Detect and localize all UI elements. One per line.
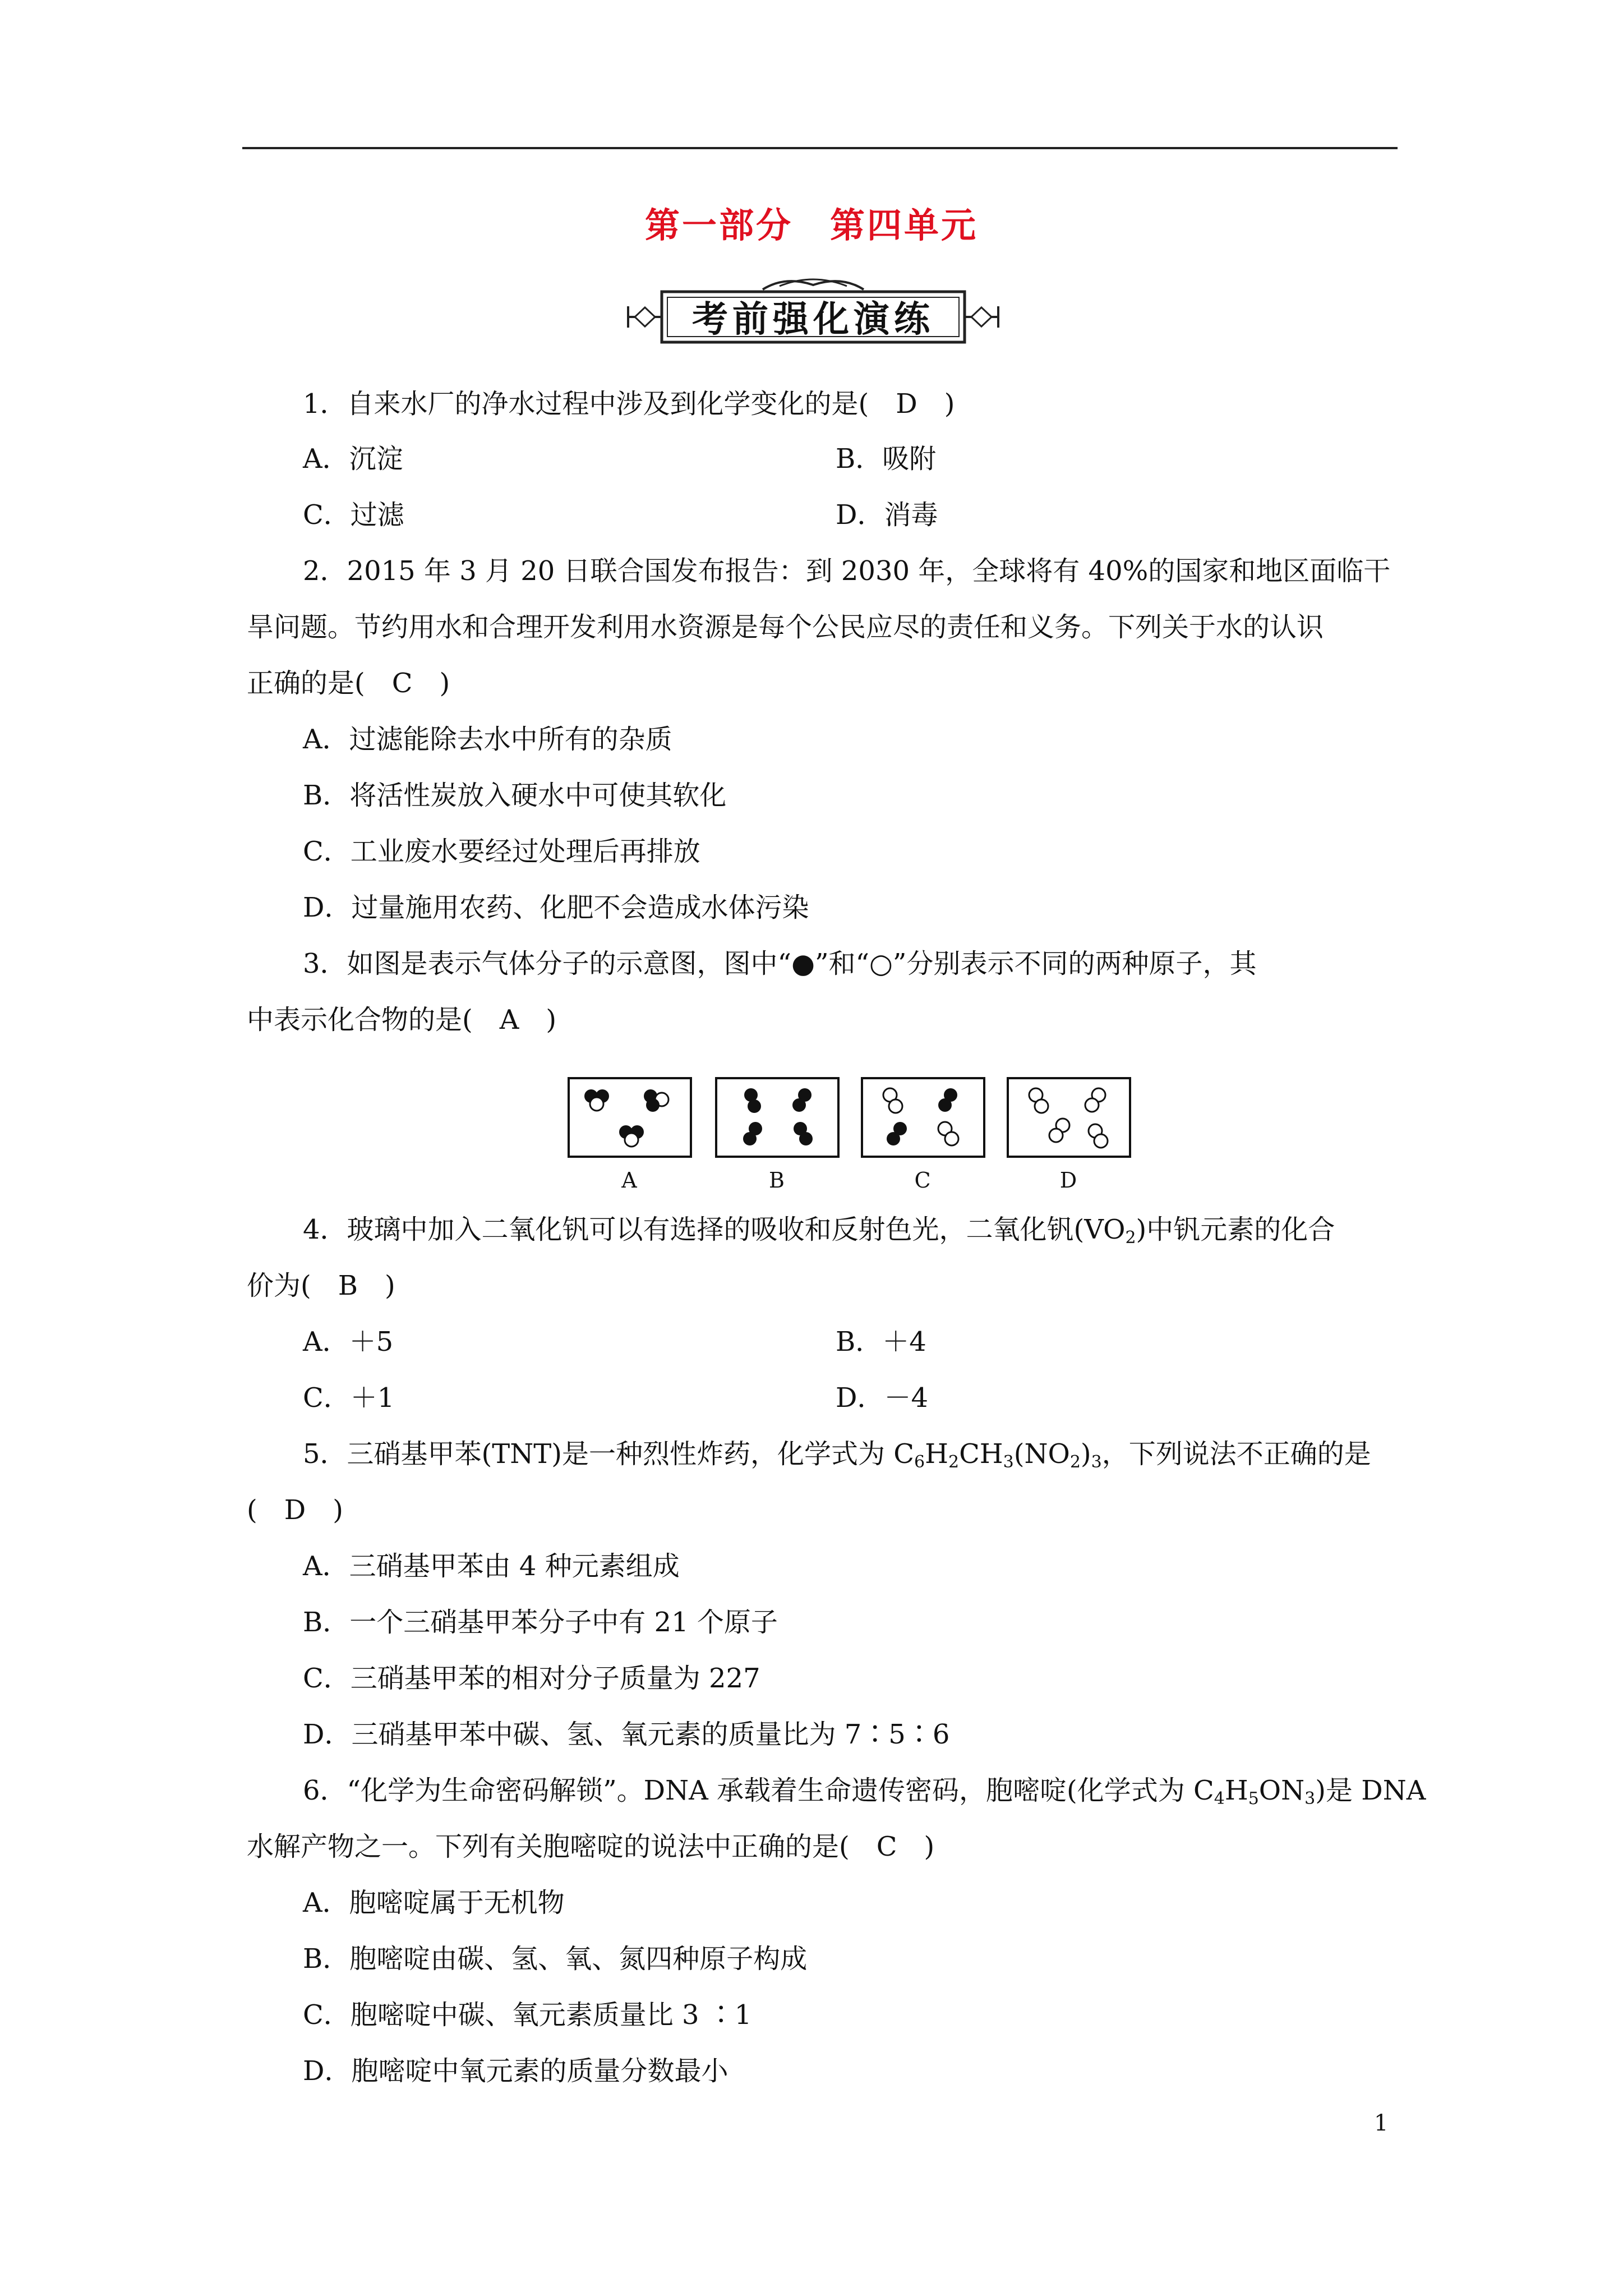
q1-option-a: A．沉淀 <box>303 443 403 475</box>
question-1-stem: 1．自来水厂的净水过程中涉及到化学变化的是( D ) <box>303 388 955 420</box>
page-title: 第一部分 第四单元 <box>644 205 978 246</box>
q6-option-d: D．胞嘧啶中氧元素的质量分数最小 <box>303 2055 728 2087</box>
question-4-line-1: 4．玻璃中加入二氧化钒可以有选择的吸收和反射色光，二氧化钒$(VO_2)$中钒元素的化合 <box>303 1214 1335 1248</box>
q2-option-d: D．过量施用农药、化肥不会造成水体污染 <box>303 892 809 923</box>
molecules-mixture <box>863 1079 983 1156</box>
q4-option-d: D．－4 <box>836 1382 929 1414</box>
molecule-box-c <box>861 1077 985 1158</box>
figure-label-a: A <box>621 1168 637 1193</box>
q6-option-c: C．胞嘧啶中碳、氧元素质量比 3 ∶1 <box>303 1999 752 2031</box>
figure-label-b: B <box>769 1168 785 1193</box>
q5-option-d: D．三硝基甲苯中碳、氢、氧元素的质量比为 7∶5∶6 <box>303 1719 950 1750</box>
question-6-line-2: 水解产物之一。下列有关胞嘧啶的说法中正确的是( C ) <box>247 1831 935 1862</box>
molecules-element-black <box>717 1079 837 1156</box>
q1-option-c: C．过滤 <box>303 499 404 531</box>
question-4-line-2: 价为( B ) <box>247 1270 395 1301</box>
molecules-compound <box>570 1079 690 1156</box>
question-2-line-1: 2．2015 年 3 月 20 日联合国发布报告：到 2030 年，全球将有 40%的国家和地区面临干 <box>303 555 1391 587</box>
header-rule <box>242 147 1398 149</box>
q6-option-a: A．胞嘧啶属于无机物 <box>303 1887 565 1918</box>
q2-option-c: C．工业废水要经过处理后再排放 <box>303 836 700 867</box>
question-5-line-1: 5．三硝基甲苯(TNT)是一种烈性炸药，化学式为 $C_6H_2CH_3(NO_2)_3$，下列说法不正确的是 <box>303 1438 1371 1472</box>
molecules-element-white <box>1009 1079 1129 1156</box>
q5-option-a: A．三硝基甲苯由 4 种元素组成 <box>303 1550 680 1582</box>
q4-option-b: B．＋4 <box>836 1326 926 1358</box>
molecule-box-d <box>1007 1077 1131 1158</box>
q6-option-b: B．胞嘧啶由碳、氢、氧、氮四种原子构成 <box>303 1943 808 1975</box>
figure-label-d: D <box>1059 1168 1077 1193</box>
question-6-line-1: 6．“化学为生命密码解锁”。DNA 承载着生命遗传密码，胞嘧啶(化学式为 $C_4H_5ON_3$)是 DNA <box>303 1775 1426 1809</box>
q1-option-b: B．吸附 <box>836 443 937 475</box>
q4-option-a: A．＋5 <box>303 1326 394 1358</box>
q2-option-a: A．过滤能除去水中所有的杂质 <box>303 724 672 755</box>
question-3-line-2: 中表示化合物的是( A ) <box>247 1004 557 1036</box>
q4-option-c: C．＋1 <box>303 1382 395 1414</box>
q5-option-b: B．一个三硝基甲苯分子中有 21 个原子 <box>303 1607 778 1638</box>
molecule-box-a <box>568 1077 692 1158</box>
q1-option-d: D．消毒 <box>836 499 938 531</box>
page-number: 1 <box>1374 2110 1389 2136</box>
question-5-line-2: ( D ) <box>247 1494 343 1526</box>
question-2-line-3: 正确的是( C ) <box>247 668 450 699</box>
banner-title: 考前强化演练 <box>692 299 934 341</box>
q2-option-b: B．将活性炭放入硬水中可使其软化 <box>303 780 727 811</box>
q5-option-c: C．三硝基甲苯的相对分子质量为 227 <box>303 1663 760 1694</box>
question-3-line-1: 3．如图是表示气体分子的示意图，图中“●”和“○”分别表示不同的两种原子，其 <box>303 948 1257 979</box>
molecule-box-b <box>715 1077 840 1158</box>
question-2-line-2: 旱问题。节约用水和合理开发利用水资源是每个公民应尽的责任和义务。下列关于水的认识 <box>247 611 1324 643</box>
figure-label-c: C <box>914 1168 931 1193</box>
